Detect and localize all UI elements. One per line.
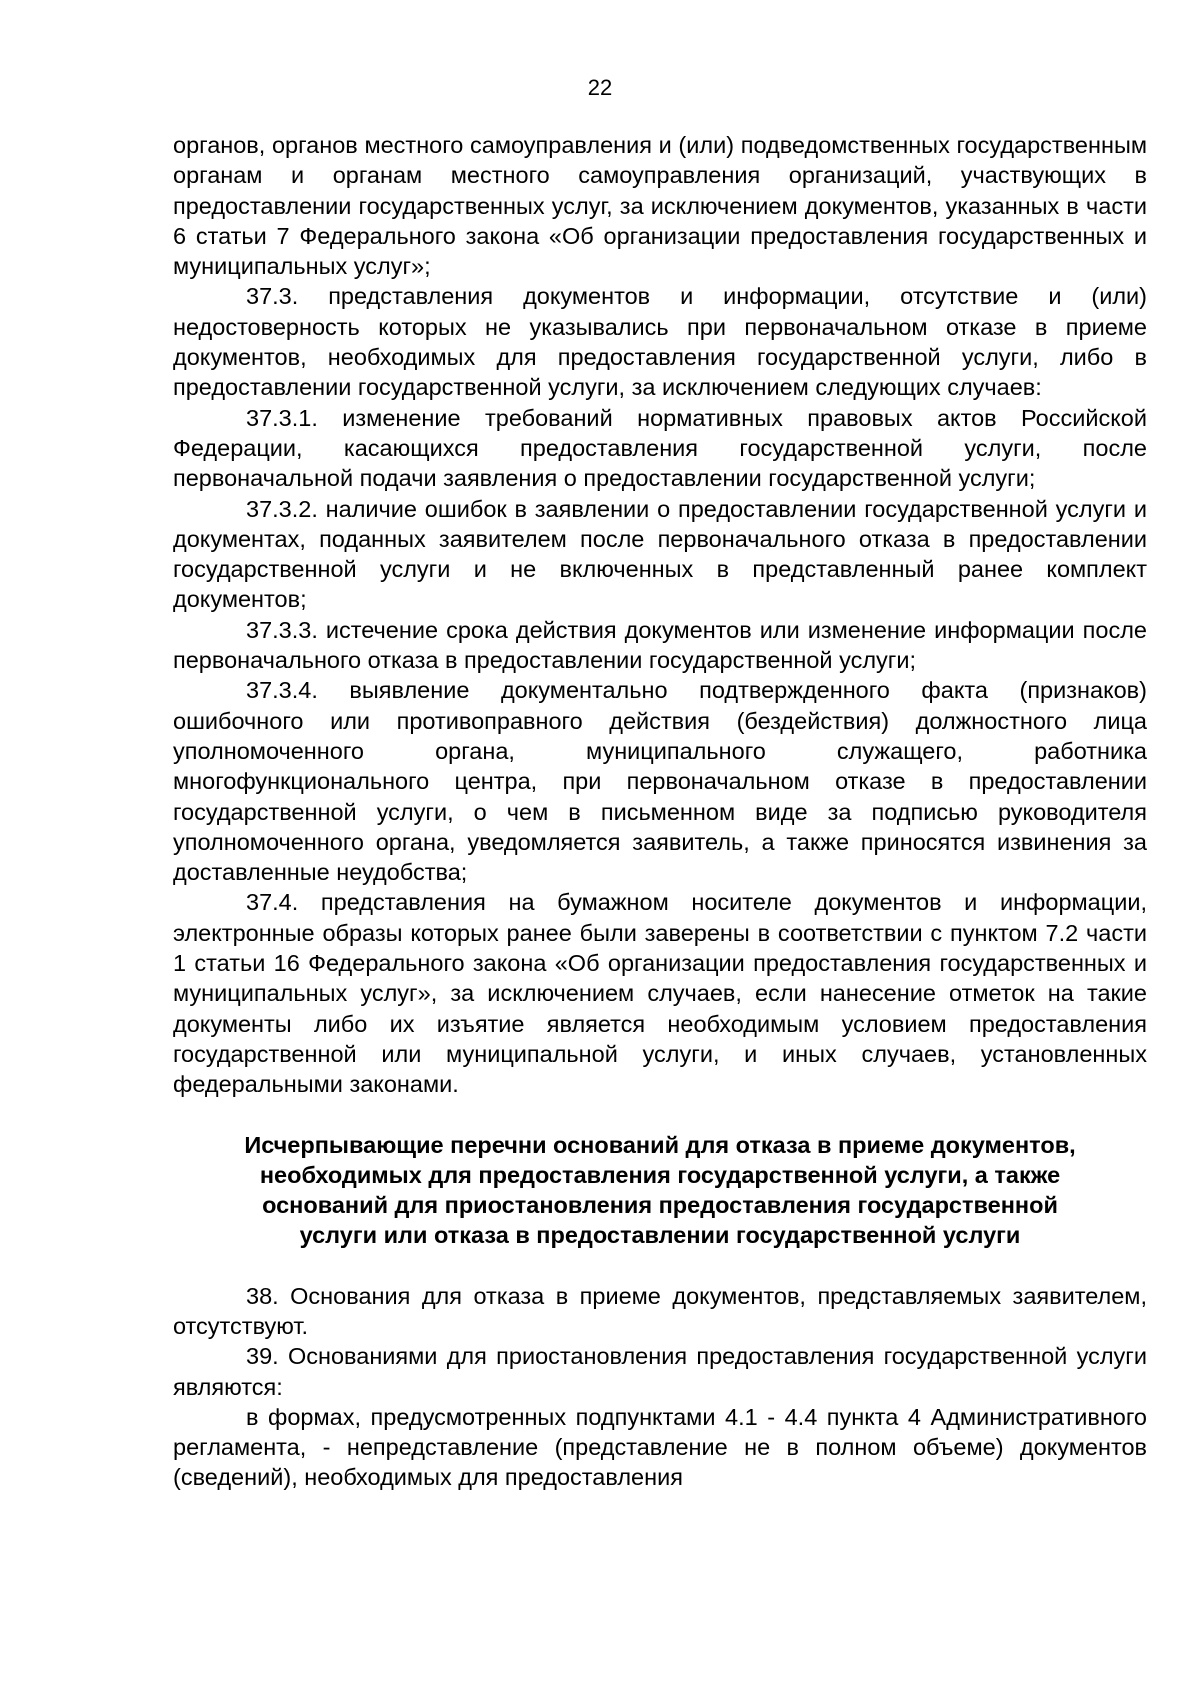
paragraph-37-3-2: 37.3.2. наличие ошибок в заявлении о предоставлении государственной услуги и документах, поданных заявителем после первоначального отказа в предоставлении государственной услуги и не включенных в представленный ранее комплект документов;: [173, 495, 1147, 613]
paragraph-37-3-3: 37.3.3. истечение срока действия документов или изменение информации после первоначального отказа в предоставлении государственной услуги;: [173, 616, 1147, 674]
paragraph-37-4: 37.4. представления на бумажном носителе документов и информации, электронные образы которых ранее были заверены в соответствии с пунктом 7.2 части 1 статьи 16 Федерального закона «Об организации предоставления государственных и муниципальных услуг», за исключением случаев, если нанесение отметок на такие документы либо их изъятие является необходимым условием предоставления государственной или муниципальной услуги, и иных случаев, установленных федеральными законами.: [173, 889, 1147, 1098]
page-number: 22: [587, 75, 613, 100]
paragraph-39-forms: в формах, предусмотренных подпунктами 4.1 - 4.4 пункта 4 Административного регламента, - непредставление (представление не в полном объеме) документов (сведений), необходимых для предоставления: [173, 1403, 1147, 1491]
paragraph-39: 39. Основаниями для приостановления предоставления государственной услуги являются:: [173, 1343, 1147, 1400]
paragraph-continuation: органов, органов местного самоуправления и (или) подведомственных государственным органам и органам местного самоуправления организаций, участвующих в предоставлении государственных услуг, за исключением документов, указанных в части 6 статьи 7 Федерального закона «Об организации предоставления государственных и муниципальных услуг»;: [173, 132, 1147, 280]
section-heading: Исчерпывающие перечни оснований для отказа в приеме документов, необходимых для предоставления государственной услуги, а также оснований для приостановления предоставления государственной услуги или отказа в предоставлении государственной услуги: [244, 1131, 1076, 1249]
document-body: [173, 130, 1147, 1493]
paragraph-37-3-4: 37.3.4. выявление документально подтвержденного факта (признаков) ошибочного или противоправного действия (бездействия) должностного лица уполномоченного органа, муниципального служащего, работника многофункционального центра, при первоначальном отказе в предоставлении государственной услуги, о чем в письменном виде за подписью руководителя уполномоченного органа, уведомляется заявитель, а также приносятся извинения за доставленные неудобства;: [173, 677, 1147, 886]
paragraph-38: 38. Основания для отказа в приеме документов, представляемых заявителем, отсутствуют.: [173, 1282, 1147, 1339]
paragraph-37-3-1: 37.3.1. изменение требований нормативных правовых актов Российской Федерации, касающихся предоставления государственной услуги, после первоначальной подачи заявления о предоставлении государственной услуги;: [173, 404, 1147, 492]
paragraph-37-3: 37.3. представления документов и информации, отсутствие и (или) недостоверность которых не указывались при первоначальном отказе в приеме документов, необходимых для предоставления государственной услуги, либо в предоставлении государственной услуги, за исключением следующих случаев:: [173, 283, 1147, 401]
